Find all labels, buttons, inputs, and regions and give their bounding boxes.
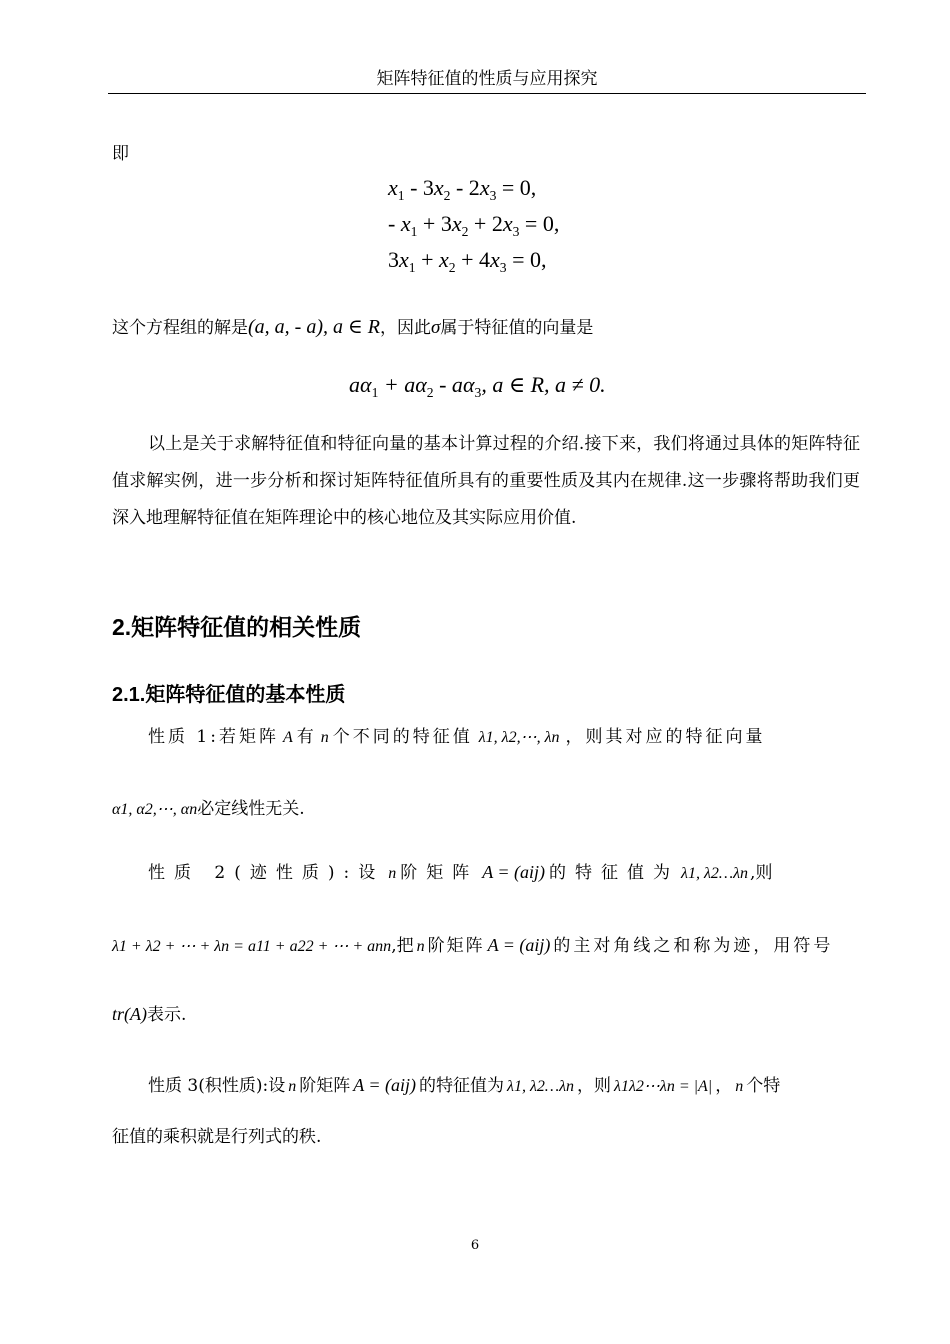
property-3-line-2: 征值的乘积就是行列式的秩.	[112, 1127, 322, 1147]
property-2-line-3: tr(A)表示.	[112, 1004, 187, 1025]
text-ji: 即	[112, 144, 129, 164]
running-header: 矩阵特征值的性质与应用探究	[376, 69, 598, 89]
equation-3: $3x_1 + x_2 + 4x_3 = 0$,	[388, 247, 547, 275]
header-rule	[108, 93, 866, 94]
solution-line: 这个方程组的解是(a, a, - a), a ∈ R，因此σ属于特征值的向量是	[112, 316, 594, 338]
equation-2: - $x_1 + 3x_2 + 2x_3 = 0$,	[388, 211, 560, 239]
property-2-line-1: 性质 2(迹性质):设 n 阶矩阵 A = (aij) 的特征值为 λ1, λ2…λn ,则	[148, 862, 773, 883]
section-heading-2-1: 2.1.矩阵特征值的基本性质	[112, 684, 346, 706]
section-heading-2: 2.矩阵特征值的相关性质	[112, 614, 362, 640]
property-1-line-1: 性质 1:若矩阵 A 有 n 个不同的特征值 λ1, λ2,⋯, λn ，则其对应的特征向量	[148, 727, 766, 747]
property-1-line-2: α1, α2,⋯, αn必定线性无关.	[112, 799, 305, 819]
eigenvector-expression: $a\alpha_1 + a\alpha_2 - a\alpha_3$, a ∈ R, a ≠ 0.	[349, 372, 606, 400]
property-2-line-2: λ1 + λ2 + ⋯ + λn = a11 + a22 + ⋯ + ann,把 n 阶矩阵 A = (aij) 的主对角线之和称为迹，用符号	[112, 935, 834, 956]
intro-paragraph: 以上是关于求解特征值和特征向量的基本计算过程的介绍.接下来，我们将通过具体的矩阵特征值求解实例，进一步分析和探讨矩阵特征值所具有的重要性质及其内在规律.这一步骤将帮助我们更深入地理解特征值在矩阵理论中的核心地位及其实际应用价值.	[112, 434, 860, 528]
equation-1: $x_1 - 3x_2 - 2x_3 = 0$,	[388, 175, 537, 203]
page-number: 6	[470, 1238, 480, 1253]
property-3-line-1: 性质 3(积性质):设 n 阶矩阵 A = (aij) 的特征值为 λ1, λ2…λn ，则 λ1λ2⋯λn = |A| ， n 个特	[148, 1075, 781, 1096]
